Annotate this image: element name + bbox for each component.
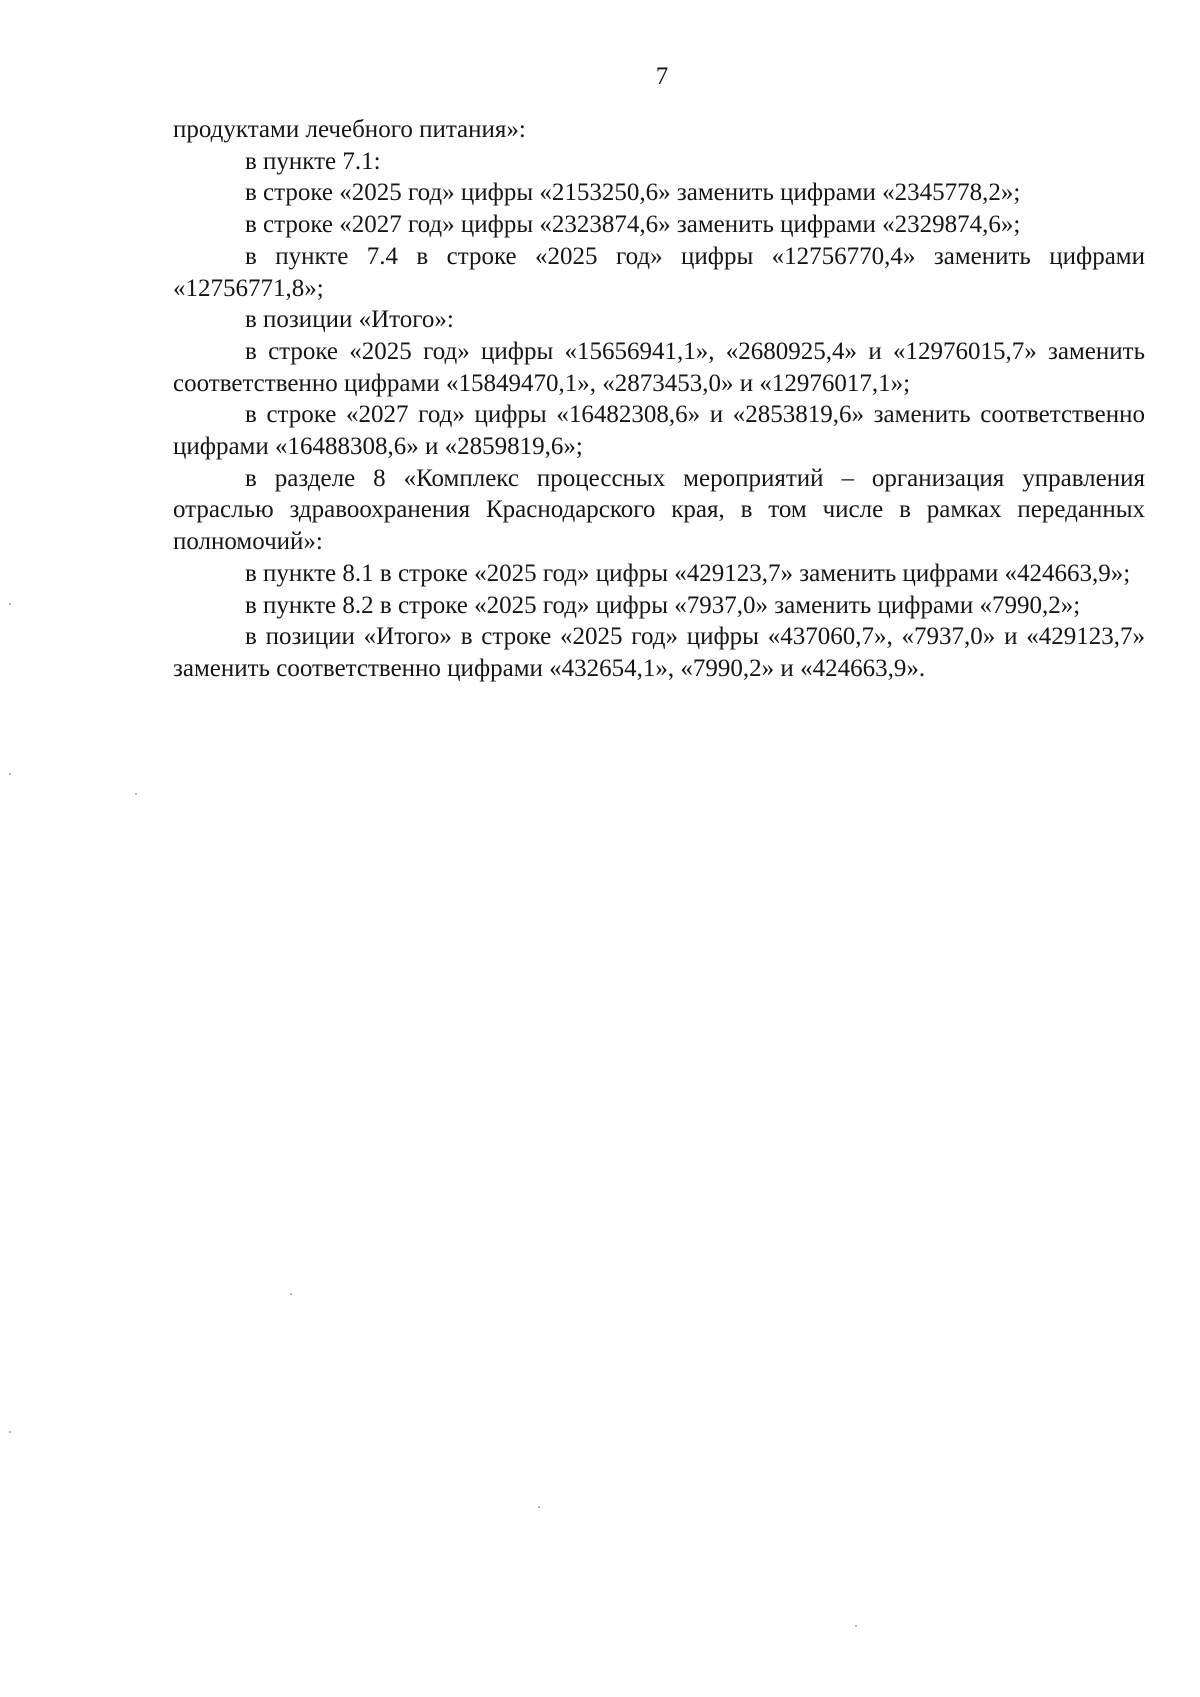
scan-speck — [855, 1625, 857, 1627]
paragraph-7-4: в пункте 7.4 в строке «2025 год» цифры «12756770,4» заменить цифрами «12756771,8»; — [173, 242, 1145, 302]
page-number: 7 — [655, 63, 669, 90]
scan-speck — [290, 1293, 292, 1295]
paragraph-total-heading: в позиции «Итого»: — [245, 306, 454, 334]
paragraph-section-8-total: в позиции «Итого» в строке «2025 год» цифры «437060,7», «7937,0» и «429123,7» заменить соответственно цифрами «432654,1», «7990,2» и «424663,9». — [173, 623, 1145, 682]
scan-speck — [135, 793, 137, 795]
scan-speck — [9, 603, 11, 605]
paragraph-8-1: в пункте 8.1 в строке «2025 год» цифры «429123,7» заменить цифрами «424663,9»; — [245, 559, 1131, 587]
paragraph-total-2027: в строке «2027 год» цифры «16482308,6» и «2853819,6» заменить соответственно цифрами «16488308,6» и «2859819,6»; — [173, 401, 1145, 461]
paragraph-8-2: в пункте 8.2 в строке «2025 год» цифры «7937,0» заменить цифрами «7990,2»; — [245, 591, 1081, 619]
paragraph-7-1-2027: в строке «2027 год» цифры «2323874,6» заменить цифрами «2329874,6»; — [245, 211, 1021, 239]
document-body — [173, 114, 1145, 685]
paragraph-7-1-2025: в строке «2025 год» цифры «2153250,6» заменить цифрами «2345778,2»; — [245, 179, 1021, 207]
scan-speck — [9, 773, 11, 775]
scan-speck — [538, 1506, 540, 1508]
paragraph-item-7-1: в пункте 7.1: — [245, 147, 381, 175]
paragraph-continuation: продуктами лечебного питания»: — [173, 116, 526, 143]
paragraph-total-2025: в строке «2025 год» цифры «15656941,1», «2680925,4» и «12976015,7» заменить соответственно цифрами «15849470,1», «2873453,0» и «12976017,1»; — [173, 337, 1145, 397]
scan-speck — [9, 1431, 11, 1433]
paragraph-section-8: в разделе 8 «Комплекс процессных мероприятий – организация управления отраслью здравоохранения Краснодарского края, в том числе в рамках переданных полномочий»: — [173, 464, 1145, 556]
